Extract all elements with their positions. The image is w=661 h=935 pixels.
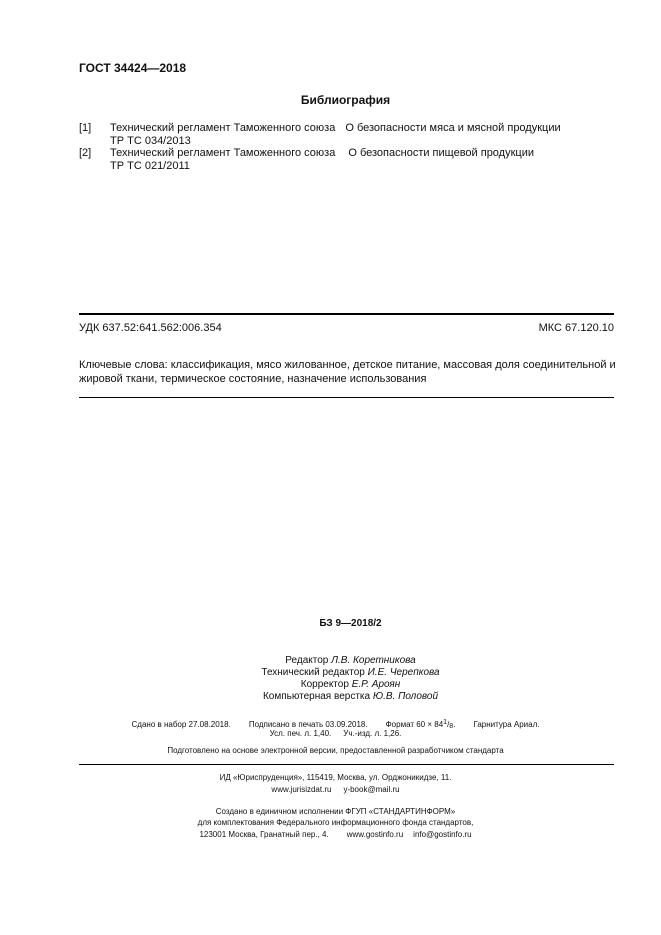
creator-contacts (0, 829, 661, 840)
bibliography-item (79, 122, 619, 148)
creator-address: 123001 Москва, Гранатный пер., 4. (199, 830, 329, 839)
reference-code: ТР ТС 034/2013 (110, 135, 191, 147)
publisher-address: ИД «Юриспруденция», 115419, Москва, ул. Орджоникидзе, 11. (219, 773, 452, 782)
reference-number: [2] (79, 147, 92, 159)
reference-subject: О безопасности мяса и мясной продукции (345, 122, 561, 134)
bibliography-item (79, 147, 619, 173)
credit-name: Л.В. Коретникова (331, 655, 416, 666)
divider (79, 764, 614, 765)
udk-code: УДК 637.52:641.562:006.354 (79, 322, 222, 334)
reference-number: [1] (79, 122, 92, 134)
bz-number: БЗ 9—2018/2 (319, 618, 382, 629)
prepared-note: Подготовлено на основе электронной версии, предоставленной разработчиком стандарта (167, 746, 504, 755)
reference-subject: О безопасности пищевой продукции (348, 147, 535, 159)
credit-name: И.Е. Черепкова (367, 667, 440, 678)
reference-title: Технический регламент Таможенного союза (110, 122, 336, 134)
keywords: Ключевые слова: классификация, мясо жилованное, детское питание, массовая доля соединительной и жировой ткани, термическое состояние, назначение использования (79, 359, 616, 385)
publisher-contacts (0, 784, 661, 795)
credit-name: Е.Р. Ароян (351, 679, 401, 690)
credit-name: Ю.В. Половой (372, 691, 439, 702)
bibliography-title: Библиография (300, 93, 391, 107)
creator-site: www.gostinfo.ru (346, 830, 404, 839)
divider (79, 313, 614, 315)
reference-title: Технический регламент Таможенного союза (110, 147, 336, 159)
credit-line: Корректор Е.Р. Ароян (300, 679, 401, 690)
document-id: ГОСТ 34424—2018 (79, 61, 187, 75)
creator-line1: Создано в единичном исполнении ФГУП «СТАНДАРТИНФОРМ» (215, 807, 456, 816)
credit-line: Редактор Л.В. Коретникова (285, 655, 416, 666)
print-details: Сдано в набор 27.08.2018. Подписано в печать 03.09.2018. Формат $60 \times 84^1/_8$. Гарнитура Ариал. (131, 719, 540, 730)
creator-line2: для комплектования Федерального информационного фонда стандартов, (197, 818, 474, 827)
publisher-site: www.jurisizdat.ru (271, 785, 332, 794)
divider (79, 397, 614, 398)
credit-line: Компьютерная верстка Ю.В. Половой (262, 691, 439, 702)
mks-code: МКС 67.120.10 (538, 322, 614, 334)
sheet-details: Усл. печ. л. 1,40. Уч.-изд. л. 1,26. (269, 729, 402, 738)
credit-line: Технический редактор И.Е. Черепкова (261, 667, 440, 678)
credits (0, 655, 661, 703)
reference-code: ТР ТС 021/2011 (110, 160, 190, 172)
creator-email: info@gostinfo.ru (413, 830, 472, 839)
publisher-email: y-book@mail.ru (343, 785, 400, 794)
